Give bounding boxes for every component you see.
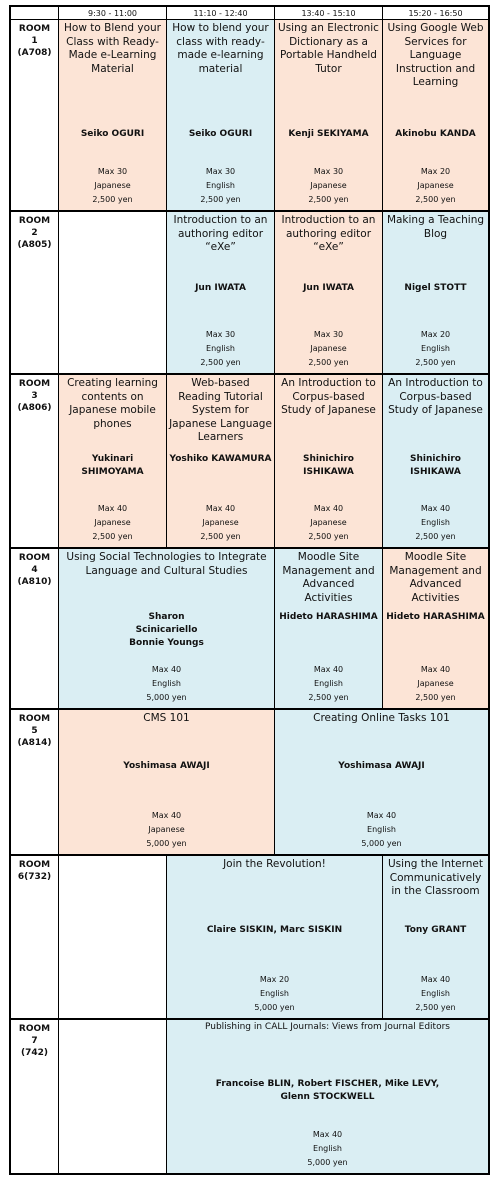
session-capacity: Max 40 [313,504,344,513]
session-title: An Introduction to Corpus-based Study of Japanese [388,377,483,416]
session-presenter: Yukinari SHIMOYAMA [81,454,144,477]
room-label-line: ROOM [18,1024,51,1034]
session-capacity: Max 40 [313,665,344,674]
session-cell [58,20,166,212]
session-cell [166,1020,488,1173]
session-fee: 5,000 yen [254,1003,295,1012]
room-label-2 [11,212,58,375]
session-title: Using the Internet Communicatively in the Classroom [388,858,483,897]
session-language: English [152,679,181,688]
session-title: Moodle Site Management and Advanced Activities [282,551,375,604]
room-label-line: ROOM [18,714,51,724]
time-slot-3: 13:40 - 15:10 [274,7,382,20]
session-fee: 2,500 yen [415,532,456,541]
session-title: Web-based Reading Tutorial System for Japanese Language Learners [169,377,272,443]
session-presenter: Hideto HARASHIMA [386,612,485,622]
session-language: English [421,344,450,353]
session-presenter: Tony GRANT [404,925,467,935]
empty-slot [58,212,166,375]
room-label-6 [11,856,58,1020]
session-title: Using Google Web Services for Language Instruction and Learning [387,22,484,88]
session-language: Japanese [94,181,131,190]
session-presenter: Nigel STOTT [404,283,467,293]
session-fee: 2,500 yen [308,358,349,367]
session-presenter: Kenji SEKIYAMA [288,129,369,139]
session-presenter: Claire SISKIN, Marc SISKIN [206,925,343,935]
session-language: Japanese [202,518,239,527]
session-title: CMS 101 [143,712,190,724]
session-presenter: Yoshiko KAWAMURA [169,454,272,464]
session-capacity: Max 40 [151,811,182,820]
session-capacity: Max 40 [312,1130,343,1139]
session-fee: 5,000 yen [307,1158,348,1167]
session-presenter: Francoise BLIN, Robert FISCHER, Mike LEVY, Glenn STOCKWELL [215,1079,440,1102]
room-label-line: 2 [31,228,38,238]
session-language: English [421,989,450,998]
room-label-line: (742) [20,1048,48,1058]
room-label-line: ROOM [18,553,51,563]
session-fee: 2,500 yen [200,195,241,204]
session-cell [382,549,488,710]
session-cell [166,212,274,375]
session-presenter: Seiko OGURI [80,129,145,139]
session-cell [274,549,382,710]
room-label-line: (A708) [17,48,52,58]
room-label-line: (A814) [17,738,52,748]
session-cell [274,710,488,856]
session-fee: 2,500 yen [415,358,456,367]
session-capacity: Max 40 [420,665,451,674]
session-language: English [206,344,235,353]
session-title: Using Social Technologies to Integrate Language and Cultural Studies [66,551,267,577]
session-presenter: Hideto HARASHIMA [279,612,378,622]
room-label-line: 1 [31,36,38,46]
schedule-grid [9,5,490,1175]
room-label-5 [11,710,58,856]
session-capacity: Max 30 [205,330,236,339]
session-fee: 5,000 yen [361,839,402,848]
session-fee: 2,500 yen [92,195,133,204]
session-cell [166,375,274,549]
session-fee: 2,500 yen [200,532,241,541]
session-capacity: Max 40 [420,504,451,513]
session-cell [382,375,488,549]
session-capacity: Max 40 [97,504,128,513]
session-language: Japanese [94,518,131,527]
room-label-line: ROOM [18,216,51,226]
session-title: How to blend your class with ready-made e-learning material [172,22,269,75]
room-label-1 [11,20,58,212]
session-capacity: Max 40 [151,665,182,674]
time-slot-4: 15:20 - 16:50 [382,7,488,20]
time-slot-2: 11:10 - 12:40 [166,7,274,20]
session-language: Japanese [310,518,347,527]
session-language: English [260,989,289,998]
session-title: Making a Teaching Blog [386,214,485,240]
session-fee: 2,500 yen [415,693,456,702]
session-cell [382,856,488,1020]
session-presenter: Seiko OGURI [188,129,253,139]
session-title: Introduction to an authoring editor “eXe” [173,214,268,253]
session-language: English [421,518,450,527]
session-language: Japanese [148,825,185,834]
session-cell [58,375,166,549]
empty-slot [58,1020,166,1173]
session-fee: 2,500 yen [415,195,456,204]
session-cell [166,20,274,212]
session-capacity: Max 30 [313,330,344,339]
session-capacity: Max 40 [420,975,451,984]
session-cell [58,710,274,856]
session-title: Join the Revolution! [223,858,326,870]
room-label-line: 4 [31,565,38,575]
session-language: Japanese [417,679,454,688]
session-title: Using an Electronic Dictionary as a Portable Handheld Tutor [278,22,379,75]
room-label-line: ROOM [18,379,51,389]
session-cell [382,20,488,212]
session-language: Japanese [310,344,347,353]
session-presenter: Shinichiro ISHIKAWA [410,454,461,477]
session-presenter: Jun IWATA [303,283,354,293]
session-language: English [314,679,343,688]
room-label-7 [11,1020,58,1173]
room-label-line: (A810) [17,577,52,587]
header-corner [11,7,58,20]
session-fee: 2,500 yen [308,195,349,204]
session-presenter: Sharon Scinicariello Bonnie Youngs [129,612,204,648]
session-cell [274,375,382,549]
session-presenter: Shinichiro ISHIKAWA [303,454,354,477]
room-label-line: (A805) [17,240,52,250]
session-cell [274,212,382,375]
session-fee: 5,000 yen [146,839,187,848]
session-fee: 2,500 yen [415,1003,456,1012]
room-label-3 [11,375,58,549]
session-capacity: Max 40 [366,811,397,820]
session-cell [382,212,488,375]
room-label-line: 5 [31,726,38,736]
session-fee: 5,000 yen [146,693,187,702]
session-language: English [367,825,396,834]
session-cell [166,856,382,1020]
session-capacity: Max 20 [420,167,451,176]
session-cell [274,20,382,212]
room-label-line: 7 [31,1036,38,1046]
session-title: Introduction to an authoring editor “eXe” [281,214,376,253]
session-language: Japanese [310,181,347,190]
session-fee: 2,500 yen [92,532,133,541]
room-label-line: 3 [31,391,38,401]
session-title: How to Blend your Class with Ready-Made e-Learning Material [64,22,161,75]
room-label-line: (A806) [17,403,52,413]
session-capacity: Max 30 [313,167,344,176]
session-language: Japanese [417,181,454,190]
session-fee: 2,500 yen [308,693,349,702]
session-presenter: Yoshimasa AWAJI [338,761,425,771]
room-label-line: ROOM [18,860,51,870]
session-capacity: Max 30 [205,167,236,176]
room-label-line: 6(732) [17,872,52,882]
room-label-4 [11,549,58,710]
session-presenter: Yoshimasa AWAJI [123,761,210,771]
session-title: An Introduction to Corpus-based Study of Japanese [281,377,376,416]
time-slot-1: 9:30 - 11:00 [58,7,166,20]
session-capacity: Max 30 [97,167,128,176]
room-label-line: ROOM [18,24,51,34]
session-presenter: Akinobu KANDA [395,129,476,139]
session-capacity: Max 20 [420,330,451,339]
session-fee: 2,500 yen [200,358,241,367]
session-language: English [313,1144,342,1153]
session-presenter: Jun IWATA [195,283,246,293]
session-fee: 2,500 yen [308,532,349,541]
session-title: Publishing in CALL Journals: Views from Journal Editors [205,1022,450,1032]
session-title: Creating learning contents on Japanese mobile phones [67,377,158,430]
empty-slot [58,856,166,1020]
session-title: Moodle Site Management and Advanced Activities [389,551,482,604]
session-capacity: Max 20 [259,975,290,984]
session-language: English [206,181,235,190]
session-title: Creating Online Tasks 101 [313,712,450,724]
session-capacity: Max 40 [205,504,236,513]
session-cell [58,549,274,710]
